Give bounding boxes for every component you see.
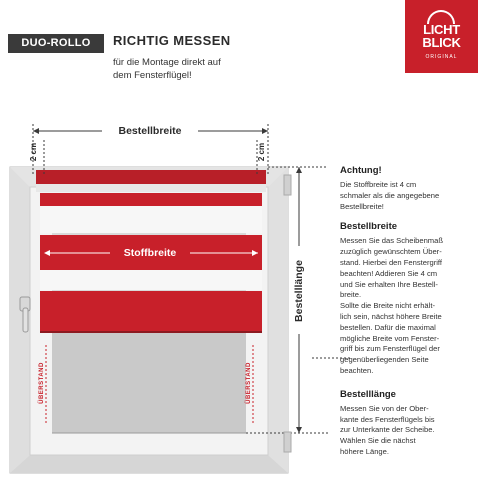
text-line: Wählen Sie die nächst	[340, 436, 416, 446]
text-line: bestellen. Dafür die maximal	[340, 322, 436, 332]
text-line: Sollte die Breite nicht erhält-	[340, 301, 435, 311]
stoffbreite-label: Stoffbreite	[123, 247, 177, 259]
subtitle-line: für die Montage direkt auf	[113, 57, 221, 68]
text-line: Messen Sie von der Ober-	[340, 403, 429, 413]
text-line: gegenüberliegenden Seite	[340, 355, 429, 365]
bestelllaenge-title: Bestelllänge	[340, 388, 396, 400]
bestellbreite-title: Bestellbreite	[340, 221, 398, 233]
text-line: breite.	[340, 290, 362, 300]
rollo-white-band	[40, 206, 262, 233]
arrow-up-icon	[296, 167, 302, 173]
text-line: Messen Sie das Scheibenmaß	[340, 236, 443, 246]
ueberstand-right-label: ÜBERSTAND	[246, 362, 252, 404]
arrow-down-icon	[296, 427, 302, 433]
hinge	[284, 432, 291, 452]
margin-right-label: 2 cm	[257, 142, 266, 162]
rollo-white-stripe	[36, 184, 266, 192]
bestelllaenge-label: Bestelllänge	[293, 260, 305, 322]
text-line: Bestellbreite!	[340, 201, 384, 211]
bestelllaenge-text	[340, 404, 476, 458]
text-line: stand. Hierbei den Fenstergriff	[340, 257, 443, 267]
text-line: zur Unterkante der Scheibe.	[340, 425, 435, 435]
frame-bevel-right	[268, 167, 288, 473]
text-line: und Sie erhalten Ihre Bestell-	[340, 279, 438, 289]
achtung-text	[340, 180, 476, 212]
text-line: beachten! Addieren Sie 4 cm	[340, 268, 438, 278]
text-line: kante des Fensterflügels bis	[340, 414, 435, 424]
arrow-left-icon	[33, 128, 39, 134]
bestellbreite-text	[340, 236, 476, 376]
page-title: RICHTIG MESSEN	[113, 33, 231, 48]
logo-subtext: ORIGINAL	[425, 54, 458, 60]
hinge	[284, 175, 291, 195]
bestellbreite-label: Bestellbreite	[118, 125, 182, 137]
text-line: schmaler als die angegebene	[340, 190, 440, 200]
handle-grip	[23, 308, 28, 332]
subtitle-line: dem Fensterflügel!	[113, 70, 192, 81]
logo-text: LICHT	[423, 22, 460, 37]
product-badge: DUO-ROLLO	[8, 34, 104, 53]
text-line: höhere Länge.	[340, 446, 389, 456]
achtung-title: Achtung!	[340, 165, 382, 176]
text-line: mögliche Breite vom Fenster-	[340, 333, 440, 343]
text-line: zuzüglich gewünschtem Über-	[340, 247, 442, 257]
text-line: beachten.	[340, 365, 374, 375]
info-panel	[340, 165, 476, 458]
glass-lower	[52, 330, 246, 433]
rollo-cassette	[36, 170, 266, 184]
text-line: lich sein, nächst höhere Breite	[340, 311, 442, 321]
margin-left-label: 2 cm	[29, 142, 38, 162]
logo-text: BLICK	[422, 35, 461, 50]
rollo-red-band	[40, 291, 262, 332]
rollo-white-band	[40, 270, 262, 290]
rollo-red-band	[40, 193, 262, 206]
text-line: griff bis zum Fensterflügel der	[340, 344, 440, 354]
frame-bevel-bottom	[10, 455, 288, 473]
text-line: Die Stoffbreite ist 4 cm	[340, 180, 417, 189]
arrow-right-icon	[262, 128, 268, 134]
ueberstand-left-label: ÜBERSTAND	[39, 362, 45, 404]
